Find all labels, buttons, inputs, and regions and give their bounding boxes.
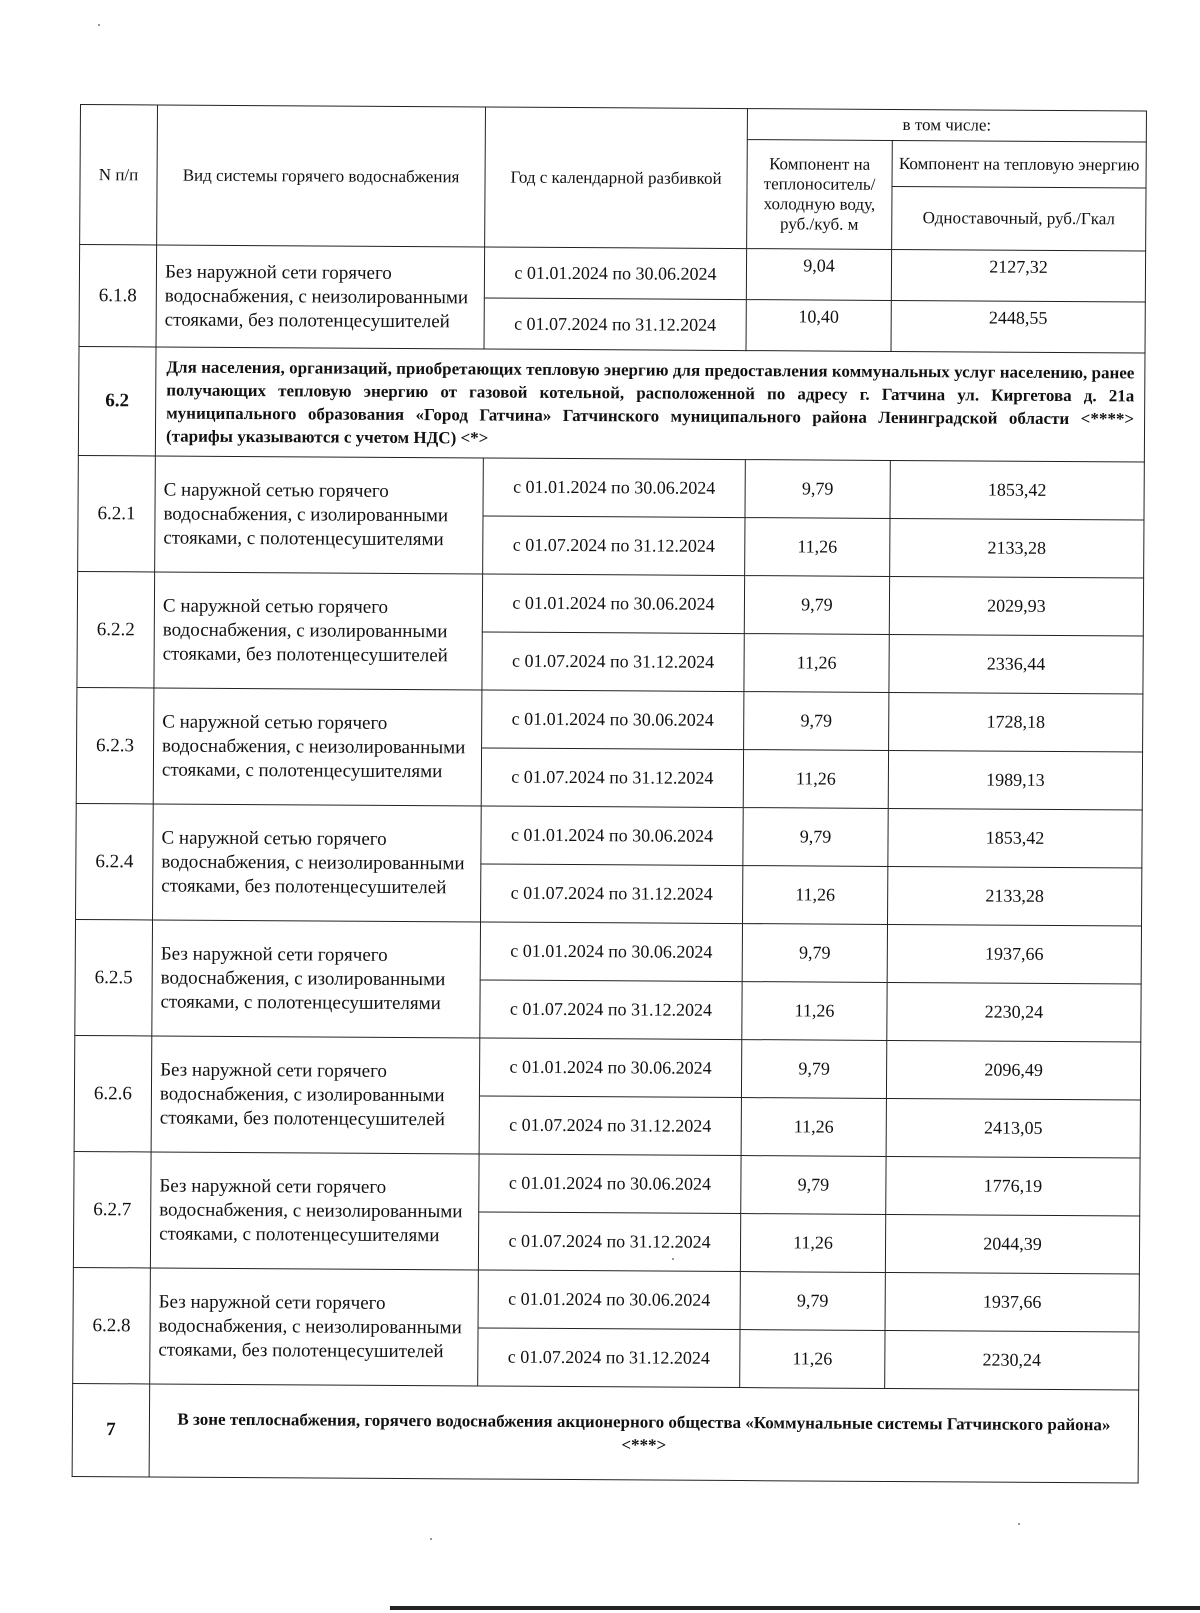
row-period: с 01.07.2024 по 31.12.2024: [483, 516, 745, 576]
row-water-value: 11,26: [740, 1330, 885, 1389]
row-period: с 01.01.2024 по 30.06.2024: [479, 1038, 741, 1098]
header-including: в том числе:: [747, 109, 1146, 142]
row-energy-value: 1989,13: [888, 750, 1142, 810]
row-num: 6.2.6: [74, 1035, 152, 1151]
row-energy-value: 1728,18: [889, 692, 1143, 752]
header-energy-rate: Одноставочный, руб./Гкал: [892, 186, 1146, 251]
row-water-value: 9,79: [741, 1156, 886, 1215]
row-period: с 01.01.2024 по 30.06.2024: [484, 247, 746, 300]
row-water-value: 11,26: [740, 1214, 885, 1273]
row-energy-value: 2044,39: [885, 1214, 1139, 1274]
row-water-value: 11,26: [744, 634, 889, 693]
table-row: [74, 1151, 1140, 1216]
table-row: [75, 919, 1141, 984]
table-row: [73, 1267, 1139, 1332]
row-energy-value: 2127,32: [891, 249, 1145, 302]
row-water-value: 9,79: [741, 1040, 886, 1099]
row-num: 6.2.4: [76, 803, 154, 919]
row-num: 6.2.7: [73, 1151, 151, 1267]
tariff-rows: [73, 455, 1145, 1389]
row-water-value: 11,26: [743, 750, 888, 809]
row-period: с 01.07.2024 по 31.12.2024: [481, 864, 743, 924]
table-row: [76, 803, 1142, 868]
row-period: с 01.07.2024 по 31.12.2024: [482, 632, 744, 692]
row-period: с 01.07.2024 по 31.12.2024: [480, 980, 742, 1040]
table-row: [78, 455, 1144, 520]
row-energy-value: 2413,05: [886, 1098, 1140, 1158]
row-period: с 01.01.2024 по 30.06.2024: [482, 690, 744, 750]
header-energy: Компонент на тепловую энергию: [892, 140, 1146, 188]
header-water: Компонент на теплоноситель/ холодную воду, руб./куб. м: [747, 140, 893, 250]
row-period: с 01.07.2024 по 31.12.2024: [478, 1212, 740, 1272]
row-energy-value: 1853,42: [890, 460, 1144, 520]
row-num: 6.2.3: [76, 687, 154, 803]
page-bottom-edge: [390, 1606, 1200, 1610]
row-energy-value: 1937,66: [885, 1272, 1139, 1332]
header-type: Вид системы горячего водоснабжения: [157, 105, 486, 247]
row-period: с 01.07.2024 по 31.12.2024: [484, 298, 746, 351]
table-row: [77, 687, 1143, 752]
row-energy-value: 2336,44: [889, 634, 1143, 694]
row-water-value: 9,79: [745, 460, 890, 519]
row-energy-value: 1937,66: [887, 924, 1141, 984]
row-water-value: 9,79: [740, 1272, 885, 1331]
row-type: С наружной сетью горячего водоснабжения, с неизолированными стояками, с полотенцесушителями: [153, 688, 482, 806]
row-energy-value: 2448,55: [891, 300, 1145, 353]
row-period: с 01.07.2024 по 31.12.2024: [479, 1096, 741, 1156]
group-row: [72, 1383, 1139, 1483]
row-type: Без наружной сети горячего водоснабжения, с неизолированными стояками, без полотенцесушителей: [150, 1268, 479, 1386]
row-num: 6.2.2: [77, 571, 155, 687]
row-period: с 01.01.2024 по 30.06.2024: [479, 1154, 741, 1214]
table-row: [74, 1035, 1140, 1100]
group-description: В зоне теплоснабжения, горячего водоснабжения акционерного общества «Коммунальные системы Гатчинского района» <***>: [149, 1384, 1139, 1483]
row-period: с 01.01.2024 по 30.06.2024: [482, 574, 744, 634]
row-type: С наружной сетью горячего водоснабжения, с неизолированными стояками, без полотенцесушителей: [153, 804, 482, 922]
group-num: 7: [72, 1383, 150, 1476]
row-type: Без наружной сети горячего водоснабжения, с изолированными стояками, без полотенцесушителей: [151, 1036, 480, 1154]
row-water-value: 11,26: [745, 518, 890, 577]
row-type: С наружной сетью горячего водоснабжения, с изолированными стояками, без полотенцесушителей: [154, 572, 483, 690]
tariff-table: [72, 104, 1147, 1483]
row-water-value: 9,79: [742, 924, 887, 983]
row-water-value: 9,79: [744, 576, 889, 635]
row-water-value: 11,26: [741, 1098, 886, 1157]
table-row: [77, 571, 1143, 636]
row-period: с 01.01.2024 по 30.06.2024: [478, 1270, 740, 1330]
header-period: Год с календарной разбивкой: [485, 107, 748, 249]
row-energy-value: 2230,24: [885, 1330, 1139, 1390]
row-period: с 01.01.2024 по 30.06.2024: [483, 458, 745, 518]
row-num: 6.2.1: [78, 455, 156, 571]
group-num: 6.2: [78, 346, 156, 455]
scan-speck: [672, 1258, 674, 1260]
row-num: 6.2.5: [75, 919, 153, 1035]
row-water-value: 11,26: [743, 866, 888, 925]
row-period: с 01.07.2024 по 31.12.2024: [478, 1328, 740, 1388]
row-period: с 01.07.2024 по 31.12.2024: [481, 748, 743, 808]
row-water-value: 11,26: [742, 982, 887, 1041]
scan-speck: [1018, 1523, 1020, 1525]
row-water-value: 9,79: [743, 808, 888, 867]
scan-speck: [98, 24, 100, 26]
row-energy-value: 2029,93: [889, 576, 1143, 636]
row-water-value: 9,79: [744, 692, 889, 751]
row-energy-value: 2133,28: [890, 518, 1144, 578]
row-type: Без наружной сети горячего водоснабжения, с изолированными стояками, с полотенцесушителями: [152, 920, 481, 1038]
row-energy-value: 2230,24: [887, 982, 1141, 1042]
header-num: N п/п: [80, 105, 158, 245]
row-energy-value: 2133,28: [888, 866, 1142, 926]
row-energy-value: 1853,42: [888, 808, 1142, 868]
row-type: Без наружной сети горячего водоснабжения, с неизолированными стояками, без полотенцесушителей: [156, 245, 485, 349]
row-energy-value: 2096,49: [886, 1040, 1140, 1100]
row-period: с 01.01.2024 по 30.06.2024: [481, 806, 743, 866]
table-row: [79, 245, 1145, 303]
scan-speck: [430, 1538, 432, 1540]
row-type: С наружной сетью горячего водоснабжения, с изолированными стояками, с полотенцесушителями: [155, 456, 484, 574]
row-water-value: 9,04: [746, 249, 891, 301]
row-period: с 01.01.2024 по 30.06.2024: [480, 922, 742, 982]
row-type: Без наружной сети горячего водоснабжения, с неизолированными стояками, с полотенцесушителями: [150, 1152, 479, 1270]
row-num: 6.1.8: [79, 245, 157, 347]
row-num: 6.2.8: [73, 1267, 151, 1383]
group-row: [78, 346, 1145, 462]
group-description: Для населения, организаций, приобретающих тепловую энергию для предоставления коммунальных услуг населению, ранее получающих тепловую энергию от газовой котельной, расположенной по адресу г. Гатчина ул. Киргетова д. 21а муниципального образования «Город Гатчина» Гатчинского муниципального района Ленинградской области <****> (тарифы указываются с учетом НДС) <*>: [155, 347, 1145, 462]
row-water-value: 10,40: [746, 300, 891, 352]
row-energy-value: 1776,19: [886, 1156, 1140, 1216]
